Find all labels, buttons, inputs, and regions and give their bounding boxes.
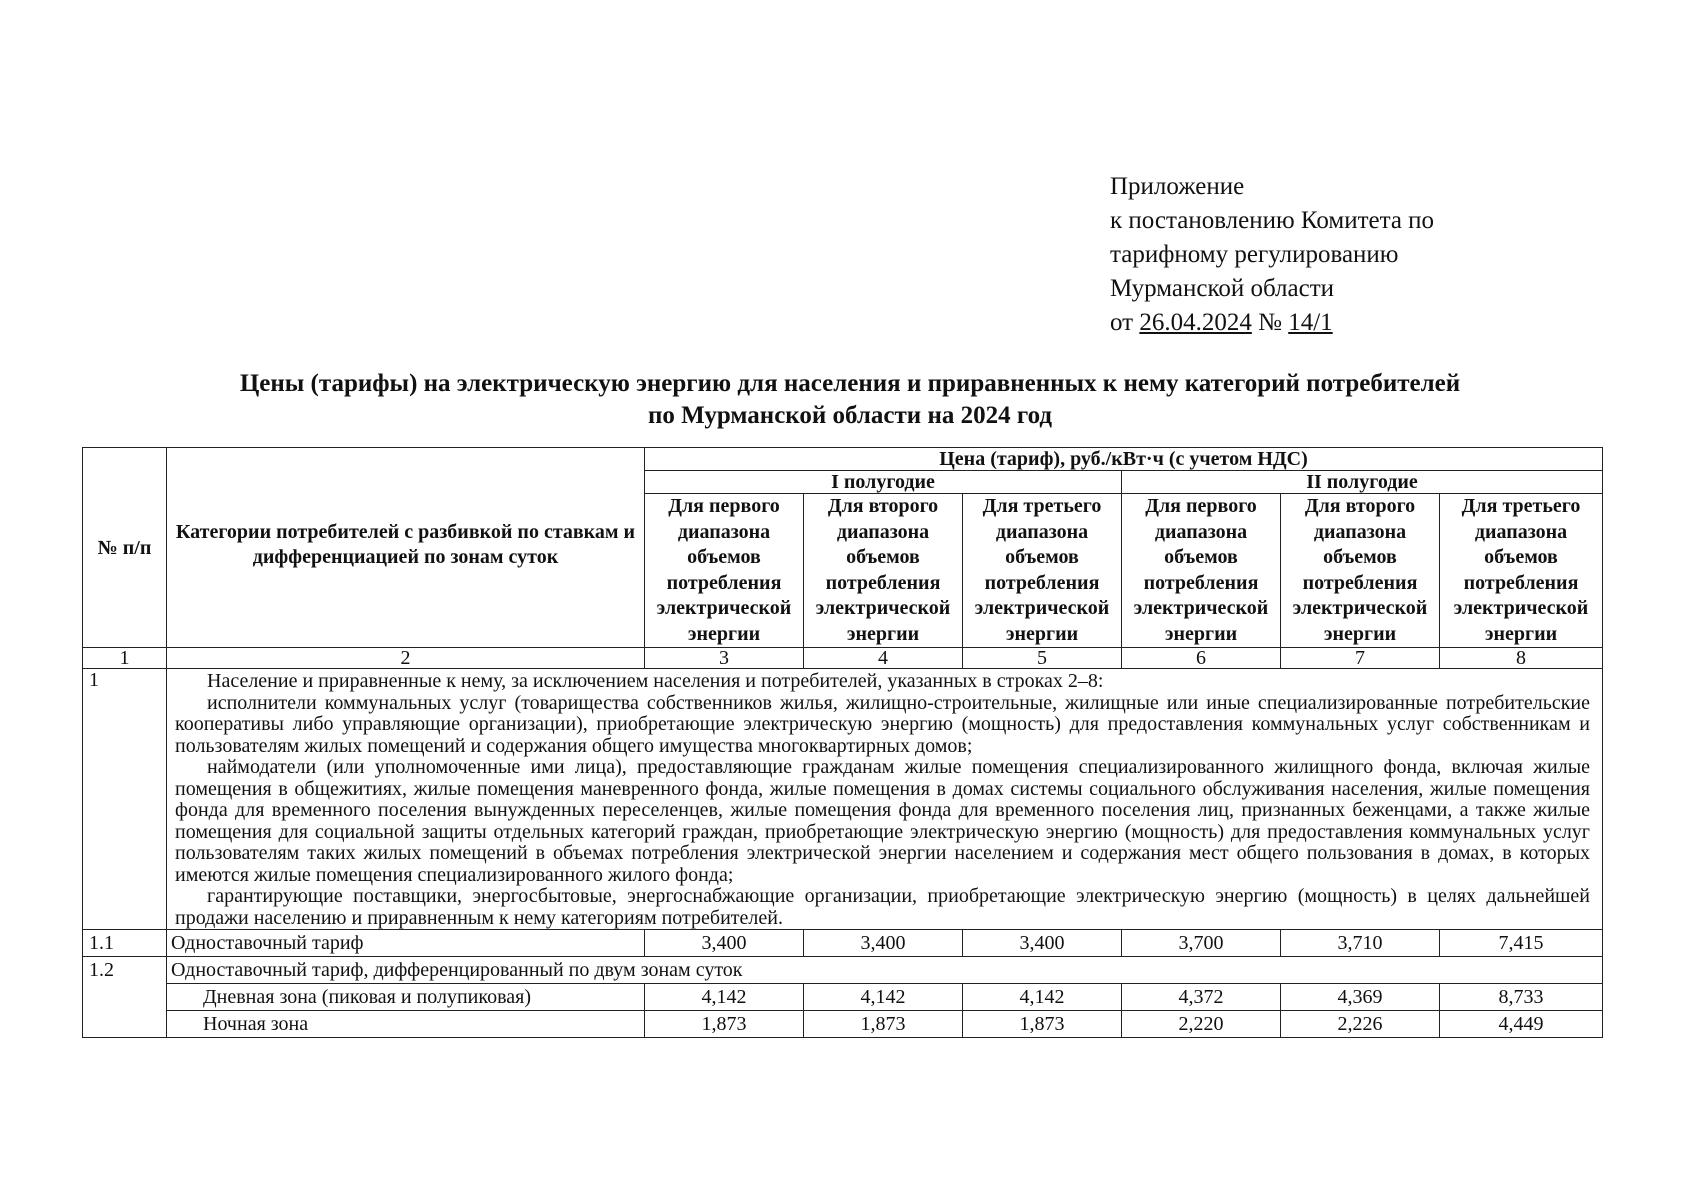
header-range-3: Для третьего диапазона объемов потребления электрической энергии xyxy=(963,494,1122,648)
description-paragraph: наймодатели (или уполномоченные ими лица), предоставляющие гражданам жилые помещения специализированного жилищного фонда, включая жилые помещения в общежитиях, жилые помещения маневренного фонда, жилые помещения в домах системы социального обслуживания населения, жилые помещения фонда для временного поселения вынужденных переселенцев, жилые помещения фонда для временного поселения лиц, признанных беженцами, а также жилые помещения для социальной защиты отдельных категорий граждан, приобретающие электрическую энергию (мощность) для предоставления коммунальных услуг пользователям таких жилых помещений в объемах потребления электрической энергии населением и содержания мест общего пользования в домах, в которых имеются жилые помещения специализированного жилого фонда; xyxy=(175,756,1591,886)
table-row xyxy=(83,1011,1603,1038)
row-label: Одноставочный тариф xyxy=(167,930,645,957)
tariff-value: 8,733 xyxy=(1440,984,1603,1011)
appendix-date-line xyxy=(1110,306,1434,340)
tariff-value: 2,226 xyxy=(1281,1011,1440,1038)
header-category: Категории потребителей с разбивкой по ставкам и дифференциацией по зонам суток xyxy=(167,448,645,648)
tariff-table xyxy=(82,447,1603,1038)
column-index: 3 xyxy=(645,648,804,669)
date-prefix: от xyxy=(1110,309,1134,336)
tariff-value: 4,369 xyxy=(1281,984,1440,1011)
header-range-2: Для второго диапазона объемов потребления электрической энергии xyxy=(1281,494,1440,648)
decree-date: 26.04.2024 xyxy=(1139,309,1252,336)
row-label: Одноставочный тариф, дифференцированный по двум зонам суток xyxy=(167,957,1603,984)
title-line-1: Цены (тарифы) на электрическую энергию для населения и приравненных к нему категорий потребителей xyxy=(239,370,1461,397)
appendix-line-1: Приложение xyxy=(1110,173,1245,200)
tariff-value: 1,873 xyxy=(963,1011,1122,1038)
column-index-row xyxy=(83,648,1603,669)
table-row xyxy=(83,984,1603,1011)
header-half-2: II полугодие xyxy=(1122,471,1603,494)
row-label: Дневная зона (пиковая и полупиковая) xyxy=(167,984,645,1011)
tariff-value: 3,400 xyxy=(963,930,1122,957)
row-number: 1.1 xyxy=(83,930,167,957)
header-number: № п/п xyxy=(83,448,167,648)
tariff-value: 3,700 xyxy=(1122,930,1281,957)
column-index: 1 xyxy=(83,648,167,669)
column-index: 2 xyxy=(167,648,645,669)
tariff-value: 4,449 xyxy=(1440,1011,1603,1038)
column-index: 7 xyxy=(1281,648,1440,669)
description-paragraph: Население и приравненные к нему, за исключением населения и потребителей, указанных в строках 2–8: xyxy=(207,670,1104,692)
column-index: 4 xyxy=(804,648,963,669)
tariff-value: 3,400 xyxy=(804,930,963,957)
column-index: 8 xyxy=(1440,648,1603,669)
number-prefix: № xyxy=(1258,309,1282,336)
header-range-3: Для третьего диапазона объемов потребления электрической энергии xyxy=(1440,494,1603,648)
appendix-block xyxy=(1110,170,1434,340)
tariff-value: 1,873 xyxy=(804,1011,963,1038)
header-half-1: I полугодие xyxy=(645,471,1122,494)
table-row xyxy=(83,930,1603,957)
tariff-value: 1,873 xyxy=(645,1011,804,1038)
tariff-value: 4,142 xyxy=(963,984,1122,1011)
title-line-2: по Мурманской области на 2024 год xyxy=(647,402,1053,429)
section-1-row xyxy=(83,669,1603,930)
header-range-1: Для первого диапазона объемов потребления электрической энергии xyxy=(645,494,804,648)
tariff-value: 2,220 xyxy=(1122,1011,1281,1038)
description-paragraph: гарантирующие поставщики, энергосбытовые, энергоснабжающие организации, приобретающие электрическую энергию (мощность) в целях дальнейшей продажи населению и приравненным к нему категориям потребителей. xyxy=(175,885,1591,929)
row-number: 1 xyxy=(83,669,167,930)
description-paragraph: исполнители коммунальных услуг (товарищества собственников жилья, жилищно-строительные, жилищные или иные специализированные потребительские кооперативы либо управляющие организации), приобретающие электрическую энергию (мощность) для предоставления коммунальных услуг собственникам и пользователям жилых помещений и содержания общего имущества многоквартирных домов; xyxy=(175,691,1591,757)
row-number: 1.2 xyxy=(83,957,167,1038)
tariff-value: 4,142 xyxy=(804,984,963,1011)
header-range-1: Для первого диапазона объемов потребления электрической энергии xyxy=(1122,494,1281,648)
tariff-value: 3,710 xyxy=(1281,930,1440,957)
row-label: Ночная зона xyxy=(167,1011,645,1038)
section-1-description xyxy=(167,669,1603,930)
appendix-line-3: тарифному регулированию xyxy=(1110,241,1399,268)
tariff-value: 3,400 xyxy=(645,930,804,957)
column-index: 5 xyxy=(963,648,1122,669)
tariff-value: 7,415 xyxy=(1440,930,1603,957)
header-range-2: Для второго диапазона объемов потребления электрической энергии xyxy=(804,494,963,648)
document-title xyxy=(90,368,1610,432)
tariff-value: 4,372 xyxy=(1122,984,1281,1011)
table-row xyxy=(83,957,1603,984)
column-index: 6 xyxy=(1122,648,1281,669)
decree-number: 14/1 xyxy=(1288,309,1333,336)
appendix-line-4: Мурманской области xyxy=(1110,275,1335,302)
header-price: Цена (тариф), руб./кВт·ч (с учетом НДС) xyxy=(645,448,1603,471)
appendix-line-2: к постановлению Комитета по xyxy=(1110,207,1435,234)
tariff-value: 4,142 xyxy=(645,984,804,1011)
